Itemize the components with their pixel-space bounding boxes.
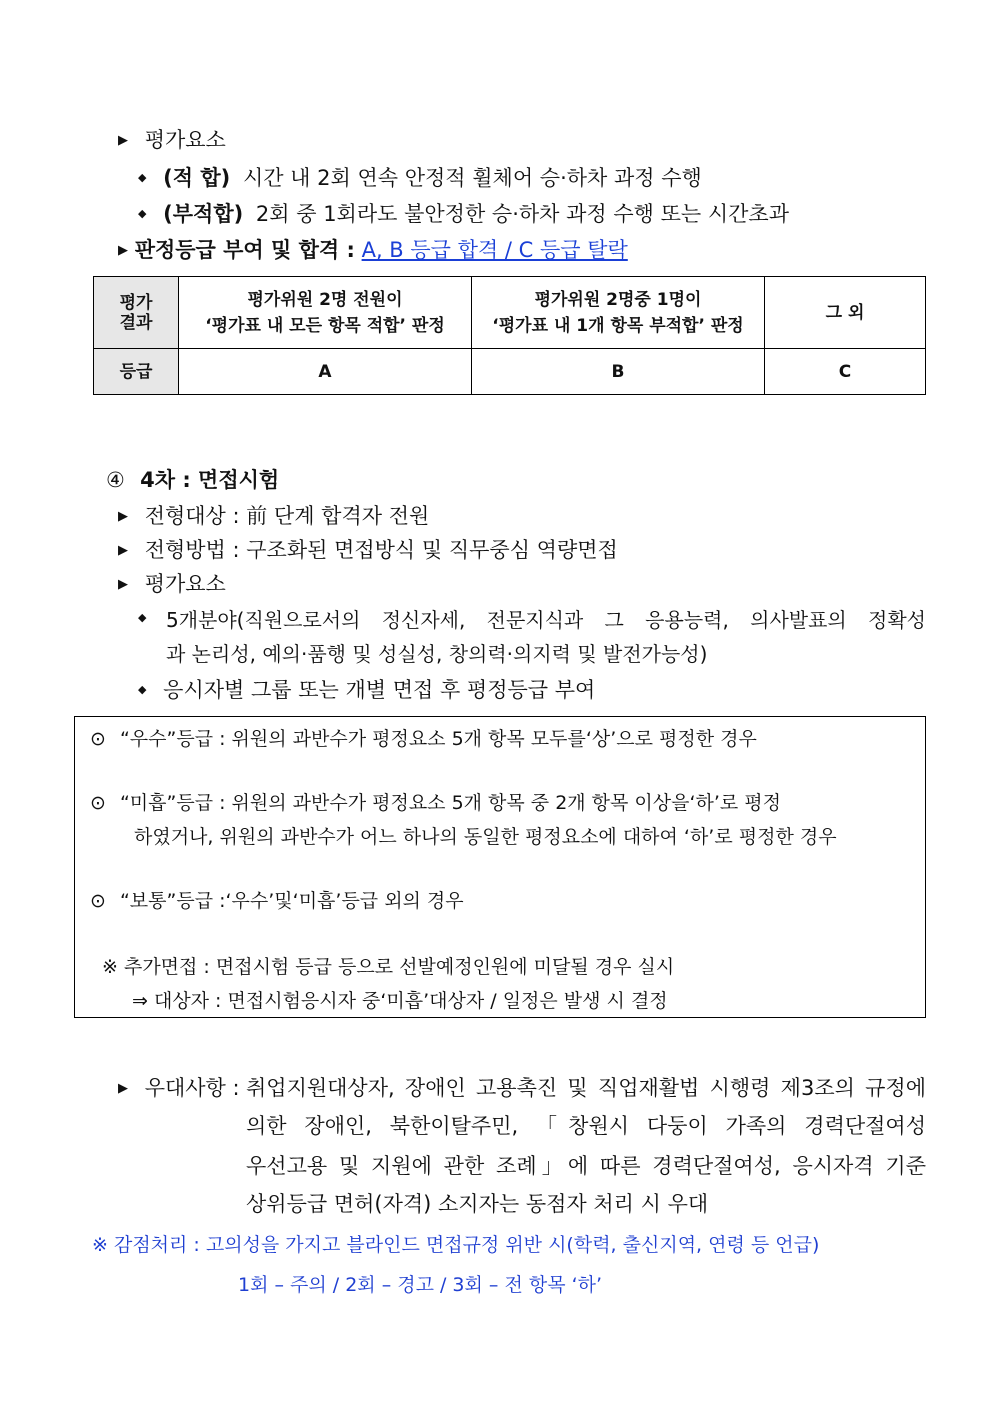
- grading-line: [118, 234, 628, 264]
- table-cell: 그 외: [765, 277, 926, 349]
- interview-method-text: 전형방법 : 구조화된 면접방식 및 직무중심 역량면접: [144, 538, 618, 562]
- circle-dot-icon: ⊙: [90, 728, 106, 750]
- eval-heading-label: 평가요소: [144, 128, 226, 152]
- triangle-bullet-icon: ▶: [118, 243, 128, 258]
- criteria-excellent-text: “우수”등급 : 위원의 과반수가 평정요소 5개 항목 모두를‘상’으로 평정한 경우: [119, 728, 757, 750]
- diamond-bullet-icon: ◆: [138, 171, 147, 184]
- table-cell: A: [179, 349, 472, 395]
- eval-item-fail: [138, 198, 789, 228]
- criteria-poor: [90, 788, 781, 815]
- criteria-extra-line2: ⇒ 대상자 : 면접시험응시자 중‘미흡’대상자 / 일정은 발생 시 결정: [132, 990, 668, 1012]
- circle-dot-icon: ⊙: [90, 890, 106, 912]
- criteria-extra-line1: ※ 추가면접 : 면접시험 등급 등으로 선발예정인원에 미달될 경우 실시: [102, 956, 675, 978]
- table-head-cell: 등급: [94, 349, 179, 395]
- interview-eval-label-text: 평가요소: [144, 572, 226, 596]
- eval-item-text: 2회 중 1회라도 불안정한 승·하차 과정 수행 또는 시간초과: [255, 202, 789, 226]
- triangle-bullet-icon: ▶: [118, 543, 128, 558]
- table-cell: [472, 277, 765, 349]
- eval-item-tag: (부적합): [163, 202, 244, 226]
- eval-item-pass: [138, 162, 702, 192]
- interview-group: [138, 674, 595, 704]
- criteria-normal: [90, 886, 464, 913]
- criteria-poor-line2: 하였거나, 위원의 과반수가 어느 하나의 동일한 평정요소에 대하여 ‘하’로 평정한 경우: [134, 826, 837, 848]
- triangle-bullet-icon: ▶: [118, 577, 128, 592]
- diamond-bullet-icon: ◆: [138, 611, 147, 624]
- preference-line4: 상위등급 면허(자격) 소지자는 동점자 처리 시 우대: [246, 1192, 709, 1216]
- interview-target-text: 전형대상 : 前 단계 합격자 전원: [144, 504, 430, 528]
- table-cell: B: [472, 349, 765, 395]
- criteria-poor-text: “미흡”등급 : 위원의 과반수가 평정요소 5개 항목 중 2개 항목 이상을‘하’로 평정: [119, 792, 782, 814]
- interview-target: [118, 500, 429, 530]
- circle-dot-icon: ⊙: [90, 792, 106, 814]
- preference-line1: 취업지원대상자, 장애인 고용촉진 및 직업재활법 시행령 제3조의 규정에: [246, 1076, 926, 1100]
- grade-table: [93, 276, 926, 395]
- interview-field-line2: 과 논리성, 예의·품행 및 성실성, 창의력·의지력 및 발전가능성): [166, 642, 708, 666]
- table-cell: [179, 277, 472, 349]
- triangle-bullet-icon: ▶: [118, 1081, 128, 1096]
- grading-label: 판정등급 부여 및 합격 :: [134, 238, 355, 262]
- circled-number: ④: [106, 468, 125, 492]
- table-cell: C: [765, 349, 926, 395]
- diamond-bullet-icon: ◆: [138, 207, 147, 220]
- preference-label-text: 우대사항 :: [144, 1076, 240, 1100]
- cell-line: ‘평가표 내 모든 항목 적합’ 판정: [205, 315, 445, 336]
- diamond-bullet-icon: ◆: [138, 683, 147, 696]
- interview-field-bullet: [138, 606, 146, 630]
- cell-line: ‘평가표 내 1개 항목 부적합’ 판정: [492, 315, 744, 336]
- grading-link[interactable]: A, B 등급 합격 / C 등급 탈락: [361, 238, 628, 262]
- triangle-bullet-icon: ▶: [118, 133, 128, 148]
- interview-group-text: 응시자별 그룹 또는 개별 면접 후 평정등급 부여: [163, 678, 596, 702]
- head-line: 평가: [119, 292, 153, 313]
- triangle-bullet-icon: ▶: [118, 509, 128, 524]
- interview-field-line1: 5개분야(직원으로서의 정신자세, 전문지식과 그 응용능력, 의사발표의 정확성: [166, 608, 926, 632]
- interview-heading: [106, 464, 279, 494]
- eval-item-text: 시간 내 2회 연속 안정적 휠체어 승·하차 과정 수행: [242, 166, 702, 190]
- table-row: [94, 277, 926, 349]
- preference-label: [118, 1072, 240, 1102]
- eval-item-tag: (적 합): [163, 166, 231, 190]
- penalty-line2: 1회 – 주의 / 2회 – 경고 / 3회 – 전 항목 ‘하’: [238, 1274, 603, 1296]
- interview-eval-label: [118, 568, 226, 598]
- interview-heading-text: 4차 : 면접시험: [140, 468, 280, 492]
- penalty-line1: ※ 감점처리 : 고의성을 가지고 블라인드 면접규정 위반 시(학력, 출신지역, 연령 등 언급): [92, 1234, 820, 1256]
- preference-line3: 우선고용 및 지원에 관한 조례」에 따른 경력단절여성, 응시자격 기준: [246, 1154, 926, 1178]
- eval-heading: [118, 124, 226, 154]
- head-line: 결과: [119, 312, 153, 333]
- interview-method: [118, 534, 618, 564]
- cell-line: 평가위원 2명중 1명이: [534, 289, 702, 310]
- table-head-cell: [94, 277, 179, 349]
- criteria-normal-text: “보통”등급 :‘우수’및‘미흡’등급 외의 경우: [119, 890, 464, 912]
- table-row: [94, 349, 926, 395]
- preference-line2: 의한 장애인, 북한이탈주민, 「창원시 다둥이 가족의 경력단절여성: [246, 1114, 926, 1138]
- criteria-excellent: [90, 724, 757, 751]
- cell-line: 평가위원 2명 전원이: [247, 289, 403, 310]
